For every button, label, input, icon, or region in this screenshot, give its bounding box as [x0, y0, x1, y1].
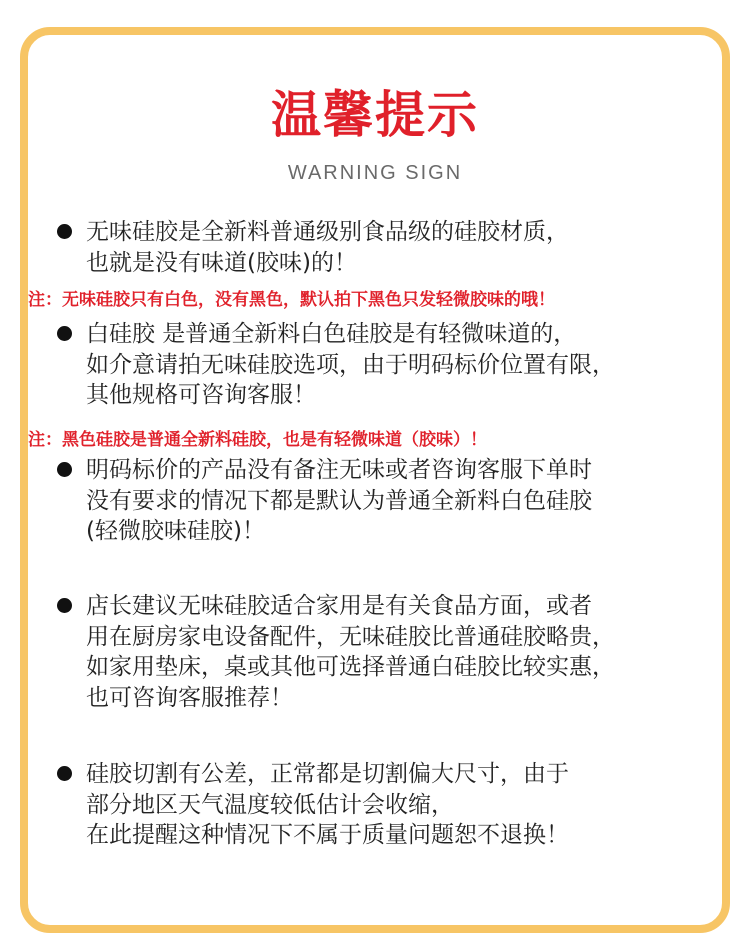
page-title: 温馨提示 [271, 86, 479, 144]
notice-line: 用在厨房家电设备配件，无味硅胶比普通硅胶略贵， [86, 623, 615, 650]
notice-line: 硅胶切割有公差，正常都是切割偏大尺寸，由于 [86, 761, 569, 787]
notice-line: 在此提醒这种情况下不属于质量问题恕不退换！ [86, 822, 569, 849]
bullet-dot-icon [57, 326, 72, 341]
bullet-dot-icon [57, 224, 72, 239]
notice-line: 也就是没有味道(胶味)的！ [86, 249, 357, 276]
notice-item-3 [86, 455, 706, 547]
notice-line: 白硅胶 是普通全新料白色硅胶是有轻微味道的， [86, 321, 577, 347]
note-white-only: 注：无味硅胶只有白色，没有黑色，默认拍下黑色只发轻微胶味的哦！ [28, 290, 555, 310]
bullet-dot-icon [57, 598, 72, 613]
notice-line: 其他规格可咨询客服！ [86, 382, 316, 409]
note-black-silicone: 注：黑色硅胶是普通全新料硅胶，也是有轻微味道（胶味）！ [28, 430, 487, 450]
bullet-dot-icon [57, 766, 72, 781]
notice-line: (轻微胶味硅胶)！ [86, 518, 265, 545]
notice-line: 也可咨询客服推荐！ [86, 684, 293, 711]
bullet-dot-icon [57, 462, 72, 477]
notice-item-4 [86, 591, 706, 713]
notice-line: 店长建议无味硅胶适合家用是有关食品方面，或者 [86, 593, 592, 619]
notice-item-2 [86, 319, 706, 411]
notice-line: 如家用垫床，桌或其他可选择普通白硅胶比较实惠， [86, 654, 615, 681]
notice-line: 没有要求的情况下都是默认为普通全新料白色硅胶 [86, 487, 592, 514]
notice-line: 明码标价的产品没有备注无味或者咨询客服下单时 [86, 457, 592, 483]
notice-item-1 [86, 217, 706, 278]
page-subtitle: WARNING SIGN [287, 162, 463, 184]
notice-line: 如介意请拍无味硅胶选项，由于明码标价位置有限， [86, 351, 615, 378]
notice-item-5 [86, 759, 706, 851]
notice-line: 无味硅胶是全新料普通级别食品级的硅胶材质， [86, 219, 569, 245]
notice-line: 部分地区天气温度较低估计会收缩， [86, 791, 454, 818]
